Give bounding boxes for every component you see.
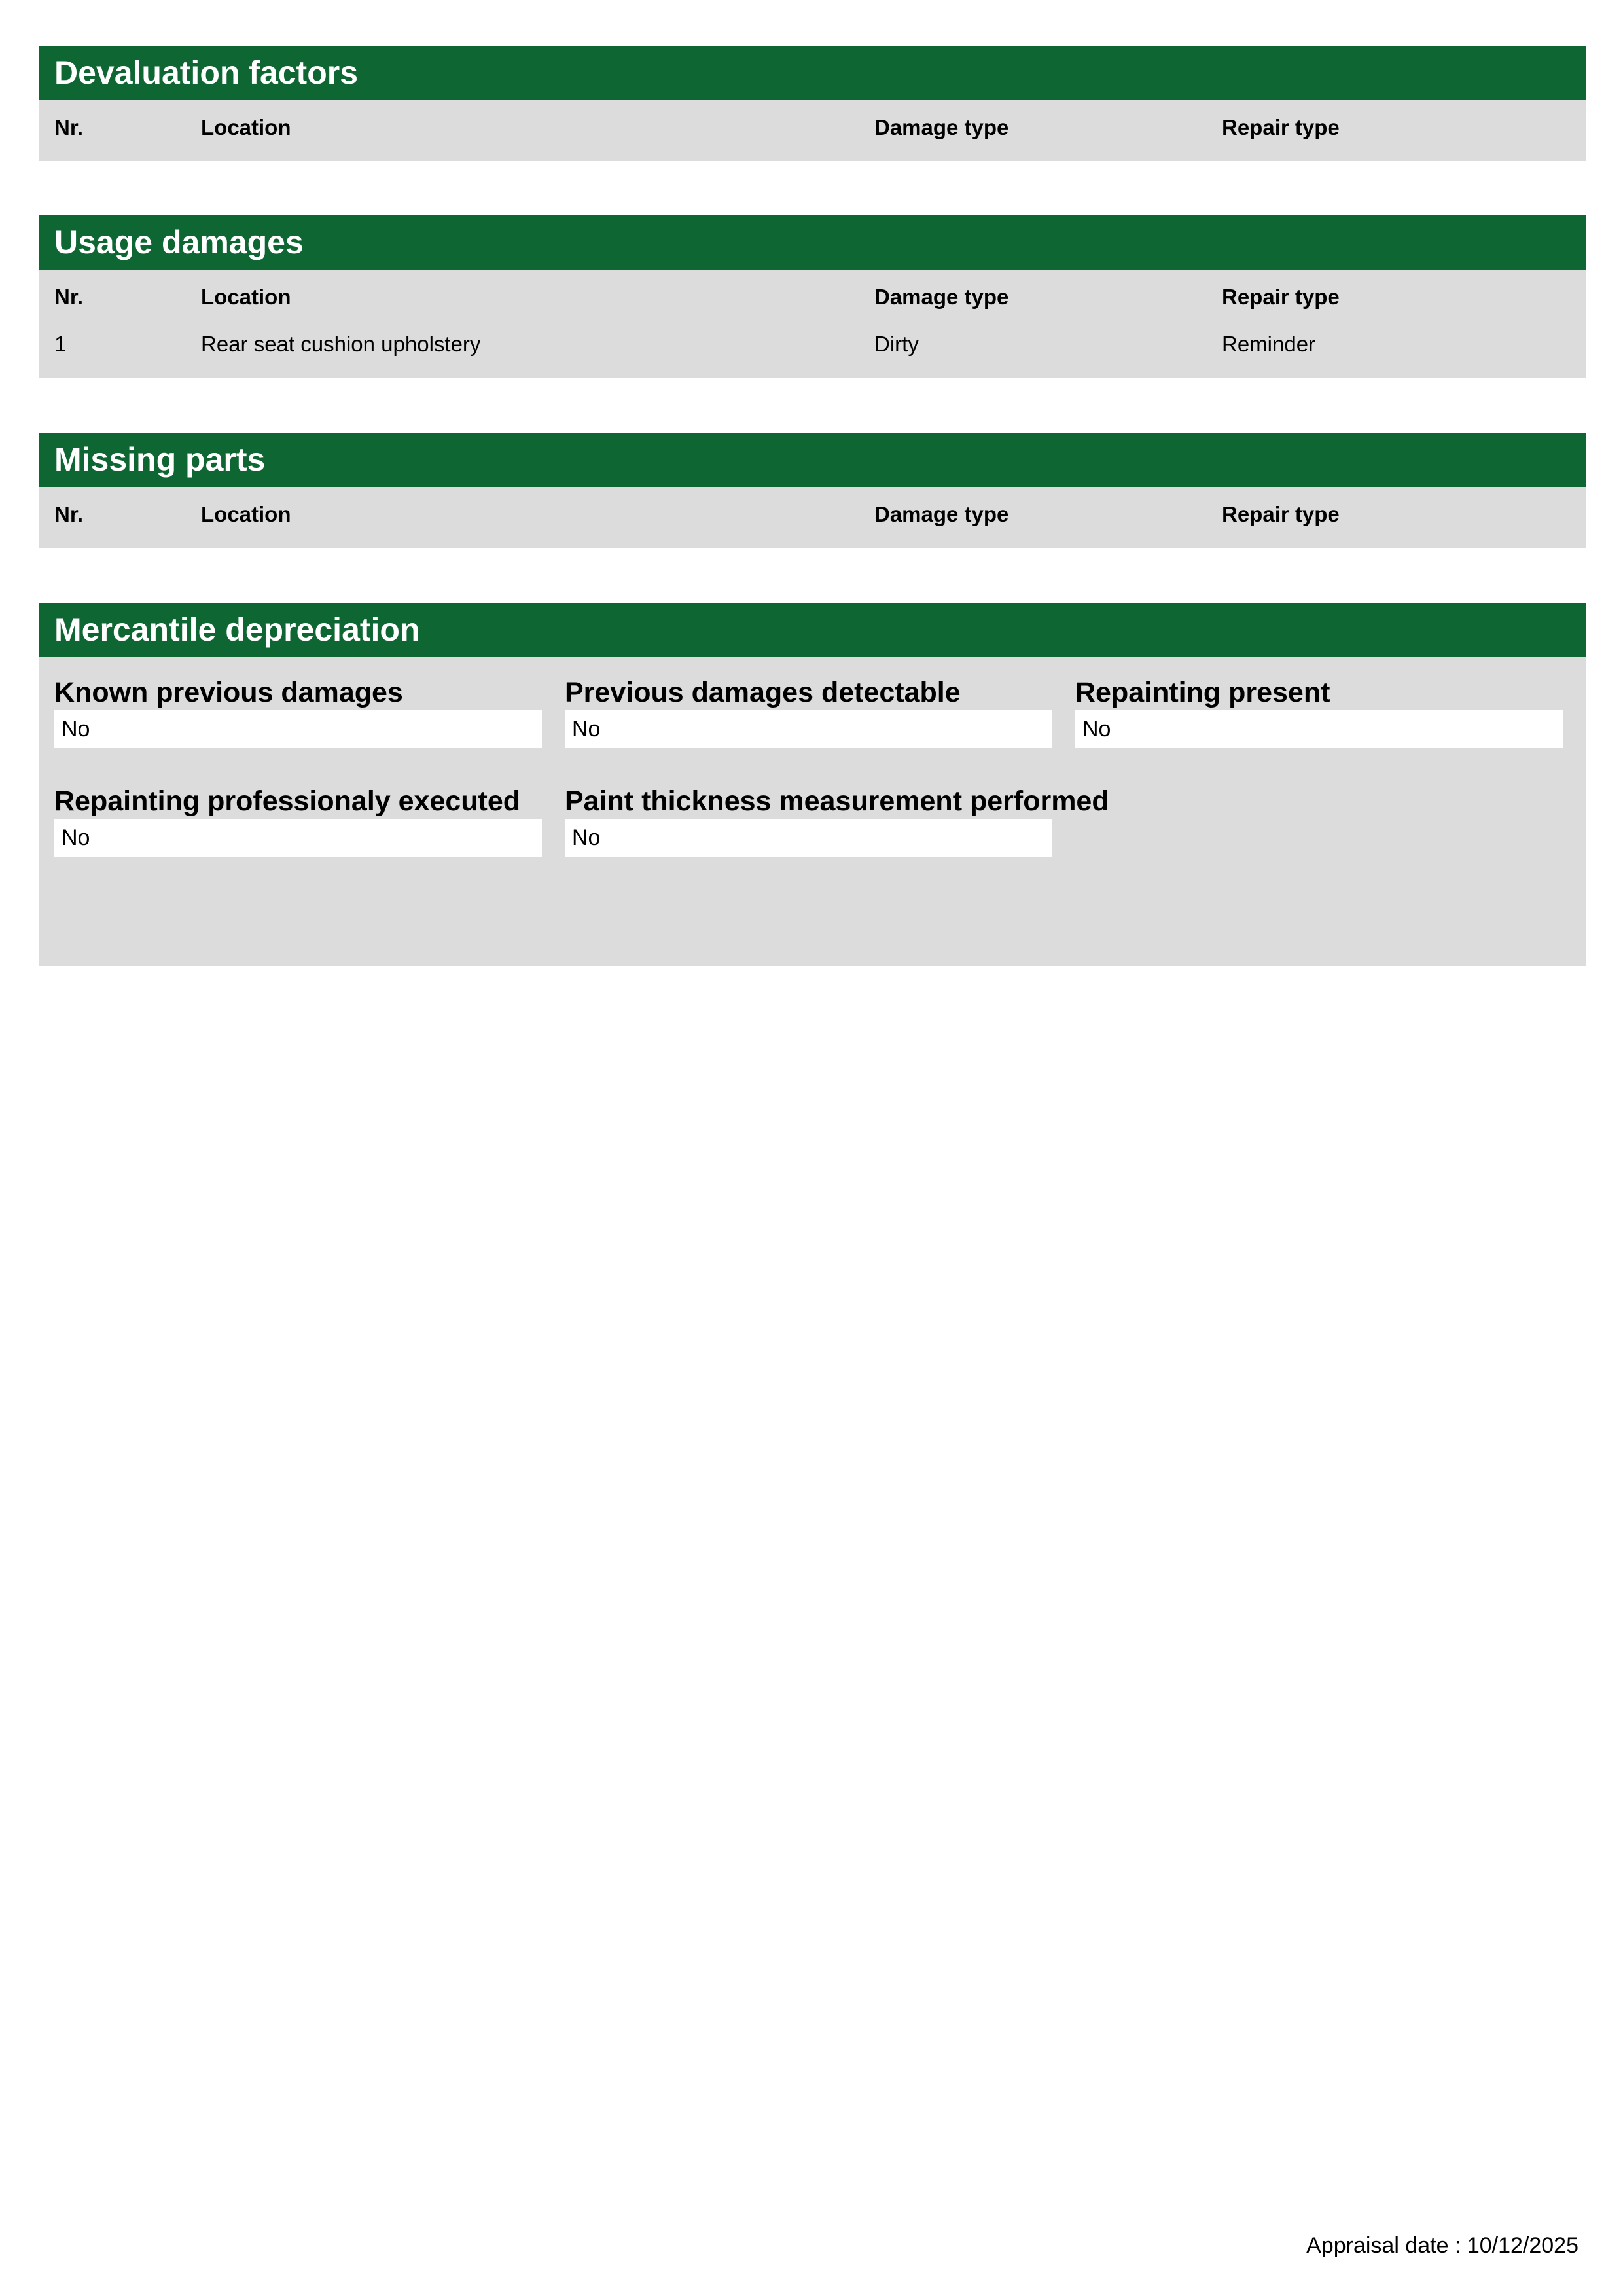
row-nr: 1 (54, 332, 67, 356)
row-repair-type: Reminder (1222, 332, 1316, 356)
row-location: Rear seat cushion upholstery (201, 332, 481, 356)
field-value: No (54, 710, 542, 748)
column-header-nr: Nr. (54, 502, 84, 526)
repainting-present-field (1075, 675, 1563, 748)
column-header-damage-type: Damage type (874, 502, 1009, 526)
column-header-repair-type: Repair type (1222, 115, 1340, 139)
field-label: Paint thickness measurement performed (565, 785, 1109, 817)
appraisal-date: Appraisal date : 10/12/2025 (1306, 2233, 1578, 2258)
field-label: Known previous damages (54, 677, 403, 708)
field-value: No (565, 710, 1052, 748)
usage-damages-section (39, 215, 1586, 378)
column-header-damage-type: Damage type (874, 285, 1009, 309)
field-label: Repainting professionaly executed (54, 785, 521, 817)
paint-thickness-measurement-field (565, 783, 1109, 857)
usage-damages-title: Usage damages (39, 215, 1586, 270)
column-header-nr: Nr. (54, 285, 84, 309)
row-damage-type: Dirty (874, 332, 919, 356)
field-value: No (1075, 710, 1563, 748)
table-header-row (39, 491, 1586, 538)
field-value: No (565, 819, 1052, 857)
missing-parts-section (39, 433, 1586, 548)
field-label: Previous damages detectable (565, 677, 961, 708)
mercantile-depreciation-title: Mercantile depreciation (39, 603, 1586, 657)
column-header-repair-type: Repair type (1222, 502, 1340, 526)
known-previous-damages-field (54, 675, 542, 748)
table-row (39, 321, 1586, 368)
table-header-row (39, 104, 1586, 151)
column-header-location: Location (201, 115, 291, 139)
field-label: Repainting present (1075, 677, 1330, 708)
column-header-location: Location (201, 285, 291, 309)
table-header-row (39, 274, 1586, 321)
repainting-professionaly-executed-field (54, 783, 542, 857)
missing-parts-title: Missing parts (39, 433, 1586, 487)
mercantile-depreciation-section (39, 603, 1586, 966)
field-value: No (54, 819, 542, 857)
column-header-repair-type: Repair type (1222, 285, 1340, 309)
column-header-location: Location (201, 502, 291, 526)
column-header-damage-type: Damage type (874, 115, 1009, 139)
devaluation-factors-title: Devaluation factors (39, 46, 1586, 100)
previous-damages-detectable-field (565, 675, 1052, 748)
column-header-nr: Nr. (54, 115, 84, 139)
devaluation-factors-section (39, 46, 1586, 161)
